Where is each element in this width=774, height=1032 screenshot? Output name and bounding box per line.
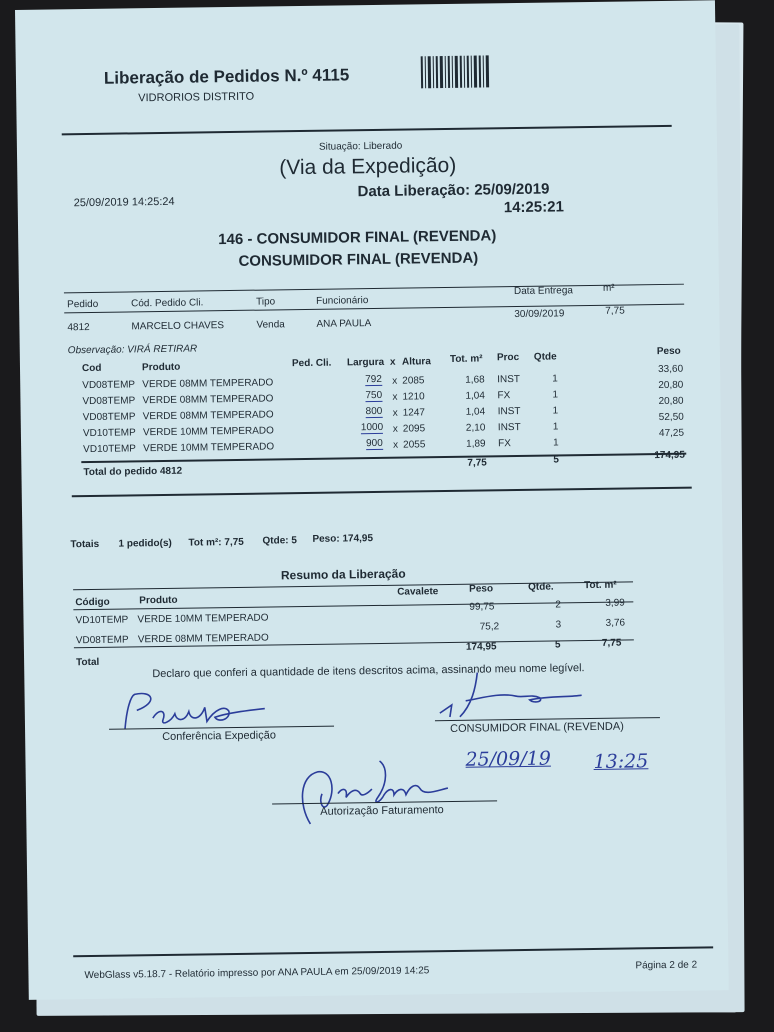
items-total-peso: 174,95 [654,449,685,462]
items-col-proc: Proc [496,351,520,364]
resumo-title: Resumo da Liberação [280,566,406,583]
resumo-codigo: VD08TEMP [75,634,129,647]
item-cod: VD10TEMP [82,427,136,440]
item-cod: VD08TEMP [82,379,136,392]
resumo-qtde: 3 [555,619,562,631]
item-peso: 20,80 [658,395,684,408]
divider [64,284,684,294]
data-entrega-value: 30/09/2019 [514,308,565,321]
resumo-col-produto: Produto [139,594,178,607]
item-largura: 900 [366,437,383,450]
item-tot-m2: 1,04 [465,390,485,402]
funcionario-value: ANA PAULA [316,318,372,330]
cliente-line-1: 146 - CONSUMIDOR FINAL (REVENDA) [218,227,497,249]
document-title: Liberação de Pedidos N.º 4115 [103,65,350,88]
page-number: Página 2 de 2 [635,959,698,972]
resumo-produto: VERDE 10MM TEMPERADO [137,612,269,626]
items-col-altura: Altura [401,356,431,368]
totais-peso: Peso: 174,95 [312,533,374,545]
item-produto: VERDE 10MM TEMPERADO [143,441,275,455]
resumo-col-codigo: Código [75,596,110,609]
data-liberacao [357,181,549,201]
item-peso: 33,60 [658,363,684,376]
declaration-text: Declaro que conferi a quantidade de itens descritos acima, assinando meu nome legível. [152,662,585,681]
items-total-label: Total do pedido 4812 [83,465,183,479]
item-largura: 750 [365,389,383,402]
col-cod-pedido-cli: Cód. Pedido Cli. [131,297,204,310]
item-cod: VD10TEMP [83,443,137,456]
item-proc: FX [498,438,511,450]
item-x: x [392,375,398,387]
resumo-tot-m2: 3,99 [605,597,625,609]
items-col-qtde: Qtde [533,351,557,363]
item-produto: VERDE 08MM TEMPERADO [142,393,274,407]
totais-pedidos: 1 pedido(s) [118,537,172,550]
item-x: x [393,439,399,451]
col-tipo: Tipo [256,296,276,308]
col-data-entrega: Data Entrega [513,285,573,298]
situacao: Situação: Liberado [318,140,403,153]
item-tot-m2: 1,89 [466,438,486,450]
via-label: (Via da Expedição) [279,153,457,180]
resumo-codigo: VD10TEMP [75,614,129,627]
item-x: x [392,423,398,435]
resumo-peso: 75,2 [479,621,500,633]
document-page [15,0,729,1000]
totais-label: Totais [70,538,100,551]
resumo-col-peso: Peso [469,583,494,595]
item-largura: 792 [365,373,382,386]
handwritten-date: 25/09/19 [465,747,552,771]
data-liberacao-time: 14:25:21 [503,198,564,217]
items-col-cod: Cod [81,362,102,375]
col-funcionario: Funcionário [316,295,369,307]
autorizacao-label: Autorização Faturamento [320,804,444,818]
items-total-m2: 7,75 [467,457,487,469]
item-produto: VERDE 08MM TEMPERADO [142,377,274,391]
observacao: Observação: VIRÁ RETIRAR [67,343,198,357]
print-datetime: 25/09/2019 14:25:24 [73,195,175,210]
divider [72,487,692,498]
col-pedido: Pedido [67,298,99,311]
divider [73,946,713,957]
item-cod: VD08TEMP [82,395,136,408]
company-name: VIDRORIOS DISTRITO [138,90,255,105]
item-proc: INST [497,421,521,434]
cliente-line-2: CONSUMIDOR FINAL (REVENDA) [238,249,479,270]
resumo-col-tot-m2: Tot. m² [584,579,617,592]
item-produto: VERDE 08MM TEMPERADO [142,409,274,423]
item-produto: VERDE 10MM TEMPERADO [142,425,274,439]
resumo-col-cavalete: Cavalete [397,586,439,598]
item-peso: 47,25 [658,427,685,440]
resumo-total-qtde: 5 [554,639,561,651]
resumo-total-m2: 7,75 [601,637,622,649]
item-proc: FX [497,390,511,402]
item-largura: 1000 [360,421,384,434]
item-peso: 20,80 [658,379,684,392]
items-total-qtde: 5 [553,454,559,466]
tipo-value: Venda [256,319,285,331]
data-liberacao-label: Data Liberação: [357,181,471,201]
divider [62,125,672,136]
col-m2: m² [602,282,615,294]
cliente-value: MARCELO CHAVES [131,320,225,333]
item-qtde: 1 [552,405,559,417]
item-largura: 800 [365,405,383,418]
item-x: x [392,391,398,403]
item-proc: INST [497,405,521,418]
item-altura: 1210 [402,391,425,403]
item-cod: VD08TEMP [82,411,136,424]
item-qtde: 1 [552,389,559,401]
item-tot-m2: 2,10 [465,422,486,434]
resumo-peso: 99,75 [469,601,495,613]
resumo-total-peso: 174,95 [465,641,497,653]
items-col-tot-m2: Tot. m² [449,353,483,365]
item-x: x [392,407,398,419]
item-tot-m2: 1,68 [465,374,485,386]
item-altura: 2055 [403,439,426,451]
handwritten-time: 13:25 [593,750,649,773]
footer-text: WebGlass v5.18.7 - Relatório impresso por ANA PAULA em 25/09/2019 14:25 [84,965,430,982]
items-col-x: x [389,356,396,368]
items-col-ped-cli: Ped. Cli. [291,357,332,370]
divider [81,453,686,466]
totais-qtde: Qtde: 5 [262,535,297,547]
item-qtde: 1 [553,437,559,449]
resumo-qtde: 2 [555,599,561,611]
item-peso: 52,50 [658,411,684,424]
item-tot-m2: 1,04 [465,406,486,418]
item-qtde: 1 [552,373,558,385]
resumo-col-qtde: Qtde. [528,581,554,593]
conferencia-label: Conferência Expedição [162,729,276,744]
signature-autorizacao [287,752,468,840]
item-altura: 1247 [402,407,425,419]
pedido-value: 4812 [67,321,90,334]
resumo-produto: VERDE 08MM TEMPERADO [137,632,269,646]
consumidor-label: CONSUMIDOR FINAL (REVENDA) [449,720,624,735]
data-liberacao-date: 25/09/2019 [474,180,550,199]
items-col-peso: Peso [656,345,681,358]
totais-m2: Tot m²: 7,75 [188,536,244,549]
signature-consumidor [419,667,590,724]
item-qtde: 1 [552,421,559,433]
items-col-produto: Produto [141,361,181,374]
resumo-tot-m2: 3,76 [605,617,626,629]
m2-value: 7,75 [605,305,625,317]
resumo-total-label: Total [76,656,100,669]
item-proc: INST [497,373,521,386]
item-altura: 2085 [402,375,425,387]
barcode [421,55,489,88]
items-col-largura: Largura [346,356,385,369]
item-altura: 2095 [402,423,426,435]
